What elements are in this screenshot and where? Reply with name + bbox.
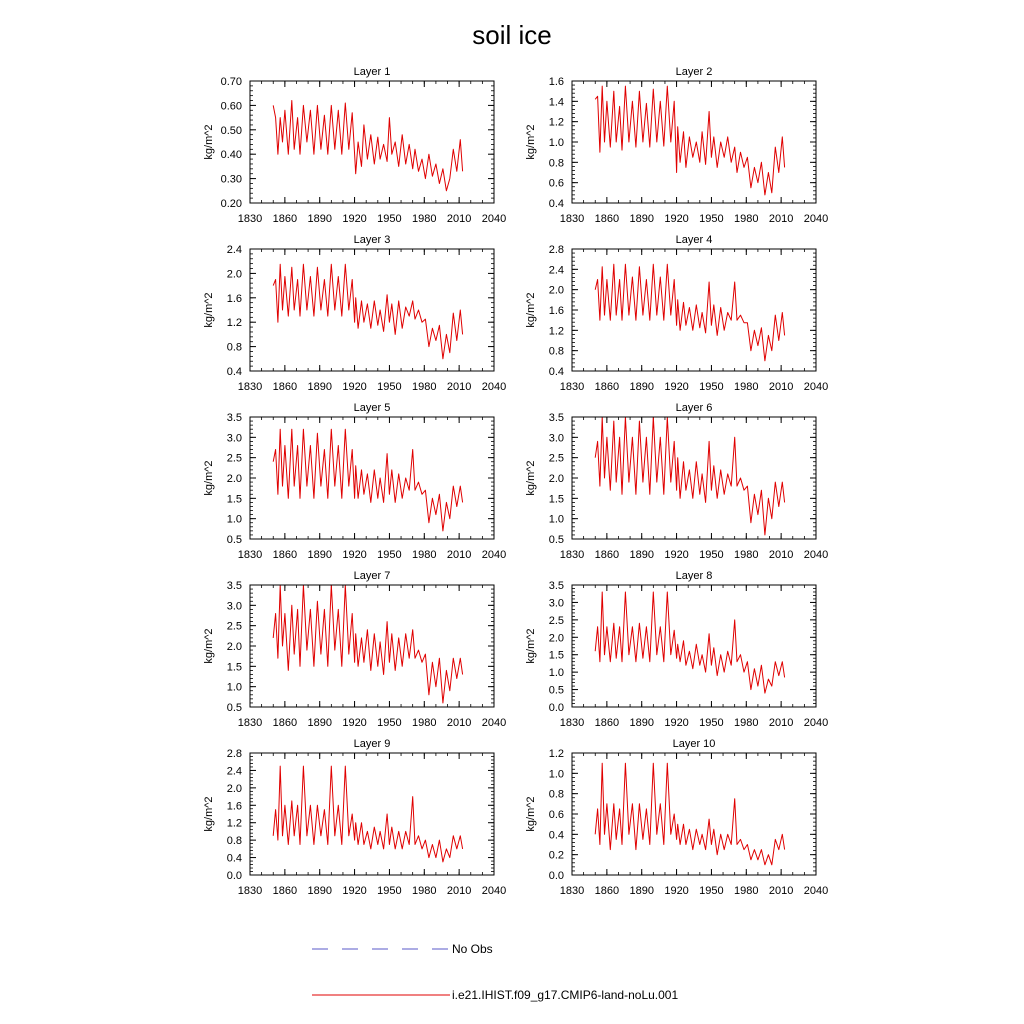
x-tick-label: 1830 xyxy=(237,717,263,729)
y-tick-label: 1.0 xyxy=(226,513,242,526)
x-tick-label: 1980 xyxy=(412,885,437,897)
x-tick-label: 2010 xyxy=(768,885,794,897)
x-tick-label: 2040 xyxy=(481,549,507,561)
legend-label-model-run: i.e21.IHIST.f09_g17.CMIP6-land-noLu.001 xyxy=(452,988,679,1002)
x-tick-label: 1890 xyxy=(307,213,332,225)
x-tick-label: 1920 xyxy=(664,549,689,561)
x-tick-label: 1980 xyxy=(734,549,759,561)
x-tick-label: 1830 xyxy=(559,549,585,561)
x-tick-label: 1860 xyxy=(272,549,298,561)
x-tick-label: 1920 xyxy=(664,885,689,897)
panel-title: Layer 3 xyxy=(353,234,391,246)
y-tick-label: 1.0 xyxy=(226,681,242,694)
y-tick-label: 2.5 xyxy=(226,452,242,465)
panel-title: Layer 6 xyxy=(675,402,713,414)
y-tick-label: 3.5 xyxy=(548,412,564,424)
x-tick-label: 1950 xyxy=(699,885,724,897)
x-tick-label: 2010 xyxy=(768,717,794,729)
x-tick-label: 1920 xyxy=(664,381,689,393)
x-tick-label: 1980 xyxy=(734,885,759,897)
x-tick-label: 1860 xyxy=(594,885,620,897)
y-tick-label: 1.2 xyxy=(226,817,242,830)
panel-title: Layer 10 xyxy=(672,738,716,750)
x-tick-label: 2040 xyxy=(803,381,829,393)
x-tick-label: 2010 xyxy=(446,717,472,729)
x-tick-label: 1980 xyxy=(412,717,437,729)
y-tick-label: 1.5 xyxy=(548,493,564,506)
x-tick-label: 1830 xyxy=(237,885,263,897)
y-tick-label: 1.2 xyxy=(226,317,242,330)
y-tick-label: 0.4 xyxy=(548,366,564,378)
panel-title: Layer 4 xyxy=(675,234,713,246)
y-tick-label: 0.8 xyxy=(548,788,564,801)
y-tick-label: 0.6 xyxy=(548,809,564,821)
y-tick-label: 0.4 xyxy=(548,198,564,210)
y-tick-label: 0.8 xyxy=(226,341,242,354)
x-tick-label: 1950 xyxy=(699,549,724,561)
y-tick-label: 0.40 xyxy=(220,149,242,162)
x-tick-label: 1950 xyxy=(377,717,402,729)
y-tick-label: 0.8 xyxy=(548,157,564,170)
x-tick-label: 2040 xyxy=(803,213,829,225)
figure-title: soil ice xyxy=(472,20,552,50)
y-tick-label: 0.70 xyxy=(220,76,242,88)
y-tick-label: 0.2 xyxy=(548,849,564,862)
y-tick-label: 0.5 xyxy=(226,702,242,714)
x-tick-label: 1890 xyxy=(629,549,654,561)
x-tick-label: 2010 xyxy=(446,381,472,393)
x-tick-label: 1980 xyxy=(412,549,437,561)
x-tick-label: 1860 xyxy=(272,717,298,729)
panel-title: Layer 2 xyxy=(675,66,713,78)
y-tick-label: 1.6 xyxy=(226,800,242,813)
x-tick-label: 2010 xyxy=(446,549,472,561)
x-tick-label: 1860 xyxy=(272,381,298,393)
y-tick-label: 2.4 xyxy=(226,765,242,778)
y-tick-label: 1.6 xyxy=(226,292,242,305)
y-tick-label: 0.20 xyxy=(220,198,242,210)
y-axis-label: kg/m^2 xyxy=(203,628,215,664)
y-tick-label: 2.0 xyxy=(226,641,242,653)
y-tick-label: 0.5 xyxy=(548,534,564,546)
y-tick-label: 0.0 xyxy=(548,870,564,882)
x-tick-label: 1830 xyxy=(559,885,585,897)
x-tick-label: 1860 xyxy=(594,213,620,225)
panel-title: Layer 7 xyxy=(353,570,391,582)
y-tick-label: 1.2 xyxy=(548,325,564,338)
x-tick-label: 2040 xyxy=(481,885,507,897)
y-tick-label: 0.4 xyxy=(226,366,242,378)
y-axis-label: kg/m^2 xyxy=(203,796,215,832)
y-tick-label: 1.4 xyxy=(548,96,564,109)
x-tick-label: 2040 xyxy=(481,381,507,393)
x-tick-label: 1920 xyxy=(342,885,367,897)
y-tick-label: 2.5 xyxy=(548,452,564,465)
x-tick-label: 1950 xyxy=(377,549,402,561)
panel-title: Layer 9 xyxy=(353,738,391,750)
x-tick-label: 1980 xyxy=(412,213,437,225)
y-tick-label: 0.8 xyxy=(548,345,564,358)
x-tick-label: 2010 xyxy=(768,549,794,561)
x-tick-label: 1830 xyxy=(559,717,585,729)
y-tick-label: 0.60 xyxy=(220,100,242,113)
x-tick-label: 1890 xyxy=(307,885,332,897)
legend-label-no-obs: No Obs xyxy=(452,942,493,956)
y-axis-label: kg/m^2 xyxy=(203,124,215,160)
x-tick-label: 1860 xyxy=(594,717,620,729)
x-tick-label: 2010 xyxy=(768,213,794,225)
y-tick-label: 0.5 xyxy=(548,684,564,697)
x-tick-label: 2040 xyxy=(803,549,829,561)
y-tick-label: 2.0 xyxy=(226,782,242,795)
y-axis-label: kg/m^2 xyxy=(525,796,537,832)
y-axis-label: kg/m^2 xyxy=(525,460,537,496)
y-axis-label: kg/m^2 xyxy=(525,292,537,328)
x-tick-label: 2040 xyxy=(803,717,829,729)
y-tick-label: 1.0 xyxy=(548,768,564,781)
x-tick-label: 1920 xyxy=(342,213,367,225)
x-tick-label: 1980 xyxy=(734,381,759,393)
x-tick-label: 1830 xyxy=(237,549,263,561)
y-tick-label: 0.0 xyxy=(226,870,242,882)
x-tick-label: 1890 xyxy=(629,213,654,225)
x-tick-label: 1860 xyxy=(272,885,298,897)
x-tick-label: 1890 xyxy=(629,885,654,897)
y-tick-label: 0.30 xyxy=(220,173,242,186)
y-tick-label: 2.0 xyxy=(226,268,242,281)
y-tick-label: 0.5 xyxy=(226,534,242,546)
y-tick-label: 1.0 xyxy=(548,137,564,149)
y-tick-label: 3.0 xyxy=(226,600,242,613)
y-tick-label: 1.5 xyxy=(548,649,564,662)
y-tick-label: 2.0 xyxy=(548,473,564,485)
panel-title: Layer 1 xyxy=(353,66,391,78)
panel-title: Layer 8 xyxy=(675,570,713,582)
x-tick-label: 1920 xyxy=(664,213,689,225)
y-tick-label: 1.6 xyxy=(548,305,564,317)
x-tick-label: 1950 xyxy=(377,381,402,393)
x-tick-label: 1890 xyxy=(307,717,332,729)
x-tick-label: 1890 xyxy=(629,381,654,393)
y-tick-label: 1.6 xyxy=(548,76,564,88)
y-tick-label: 3.0 xyxy=(548,432,564,445)
x-tick-label: 1860 xyxy=(594,549,620,561)
y-tick-label: 1.5 xyxy=(226,661,242,674)
y-tick-label: 3.0 xyxy=(226,432,242,445)
x-tick-label: 2010 xyxy=(446,213,472,225)
x-tick-label: 1830 xyxy=(237,381,263,393)
y-tick-label: 1.2 xyxy=(548,116,564,129)
y-tick-label: 2.4 xyxy=(226,244,242,256)
y-tick-label: 0.4 xyxy=(226,852,242,865)
y-tick-label: 1.0 xyxy=(548,667,564,680)
x-tick-label: 1920 xyxy=(342,549,367,561)
x-tick-label: 1890 xyxy=(307,549,332,561)
x-tick-label: 1950 xyxy=(377,885,402,897)
x-tick-label: 1920 xyxy=(664,717,689,729)
y-tick-label: 0.0 xyxy=(548,702,564,714)
y-tick-label: 0.8 xyxy=(226,835,242,848)
x-tick-label: 1950 xyxy=(699,213,724,225)
y-tick-label: 3.5 xyxy=(226,412,242,424)
y-tick-label: 2.0 xyxy=(548,284,564,297)
x-tick-label: 1980 xyxy=(412,381,437,393)
x-tick-label: 1980 xyxy=(734,213,759,225)
x-tick-label: 1920 xyxy=(342,381,367,393)
x-tick-label: 1890 xyxy=(307,381,332,393)
y-axis-label: kg/m^2 xyxy=(203,292,215,328)
y-tick-label: 3.5 xyxy=(548,580,564,592)
y-tick-label: 1.0 xyxy=(548,513,564,526)
panel-title: Layer 5 xyxy=(353,402,391,414)
y-tick-label: 2.8 xyxy=(226,748,242,760)
x-tick-label: 1890 xyxy=(629,717,654,729)
x-tick-label: 2040 xyxy=(481,213,507,225)
x-tick-label: 1920 xyxy=(342,717,367,729)
y-axis-label: kg/m^2 xyxy=(525,124,537,160)
y-tick-label: 2.5 xyxy=(548,614,564,627)
x-tick-label: 2010 xyxy=(768,381,794,393)
y-tick-label: 2.4 xyxy=(548,264,564,277)
y-tick-label: 2.0 xyxy=(226,473,242,485)
y-tick-label: 3.0 xyxy=(548,597,564,610)
x-tick-label: 2040 xyxy=(803,885,829,897)
y-tick-label: 1.2 xyxy=(548,748,564,760)
x-tick-label: 1830 xyxy=(559,381,585,393)
x-tick-label: 1830 xyxy=(237,213,263,225)
y-tick-label: 0.6 xyxy=(548,177,564,190)
x-tick-label: 1830 xyxy=(559,213,585,225)
y-axis-label: kg/m^2 xyxy=(525,628,537,664)
y-tick-label: 3.5 xyxy=(226,580,242,592)
x-tick-label: 1860 xyxy=(594,381,620,393)
y-tick-label: 2.8 xyxy=(548,244,564,256)
y-tick-label: 0.50 xyxy=(220,124,242,137)
x-tick-label: 1950 xyxy=(699,381,724,393)
y-tick-label: 0.4 xyxy=(548,829,564,842)
y-axis-label: kg/m^2 xyxy=(203,460,215,496)
x-tick-label: 2010 xyxy=(446,885,472,897)
y-tick-label: 2.0 xyxy=(548,632,564,645)
x-tick-label: 1860 xyxy=(272,213,298,225)
x-tick-label: 1950 xyxy=(699,717,724,729)
x-tick-label: 2040 xyxy=(481,717,507,729)
y-tick-label: 2.5 xyxy=(226,620,242,633)
x-tick-label: 1980 xyxy=(734,717,759,729)
y-tick-label: 1.5 xyxy=(226,493,242,506)
x-tick-label: 1950 xyxy=(377,213,402,225)
